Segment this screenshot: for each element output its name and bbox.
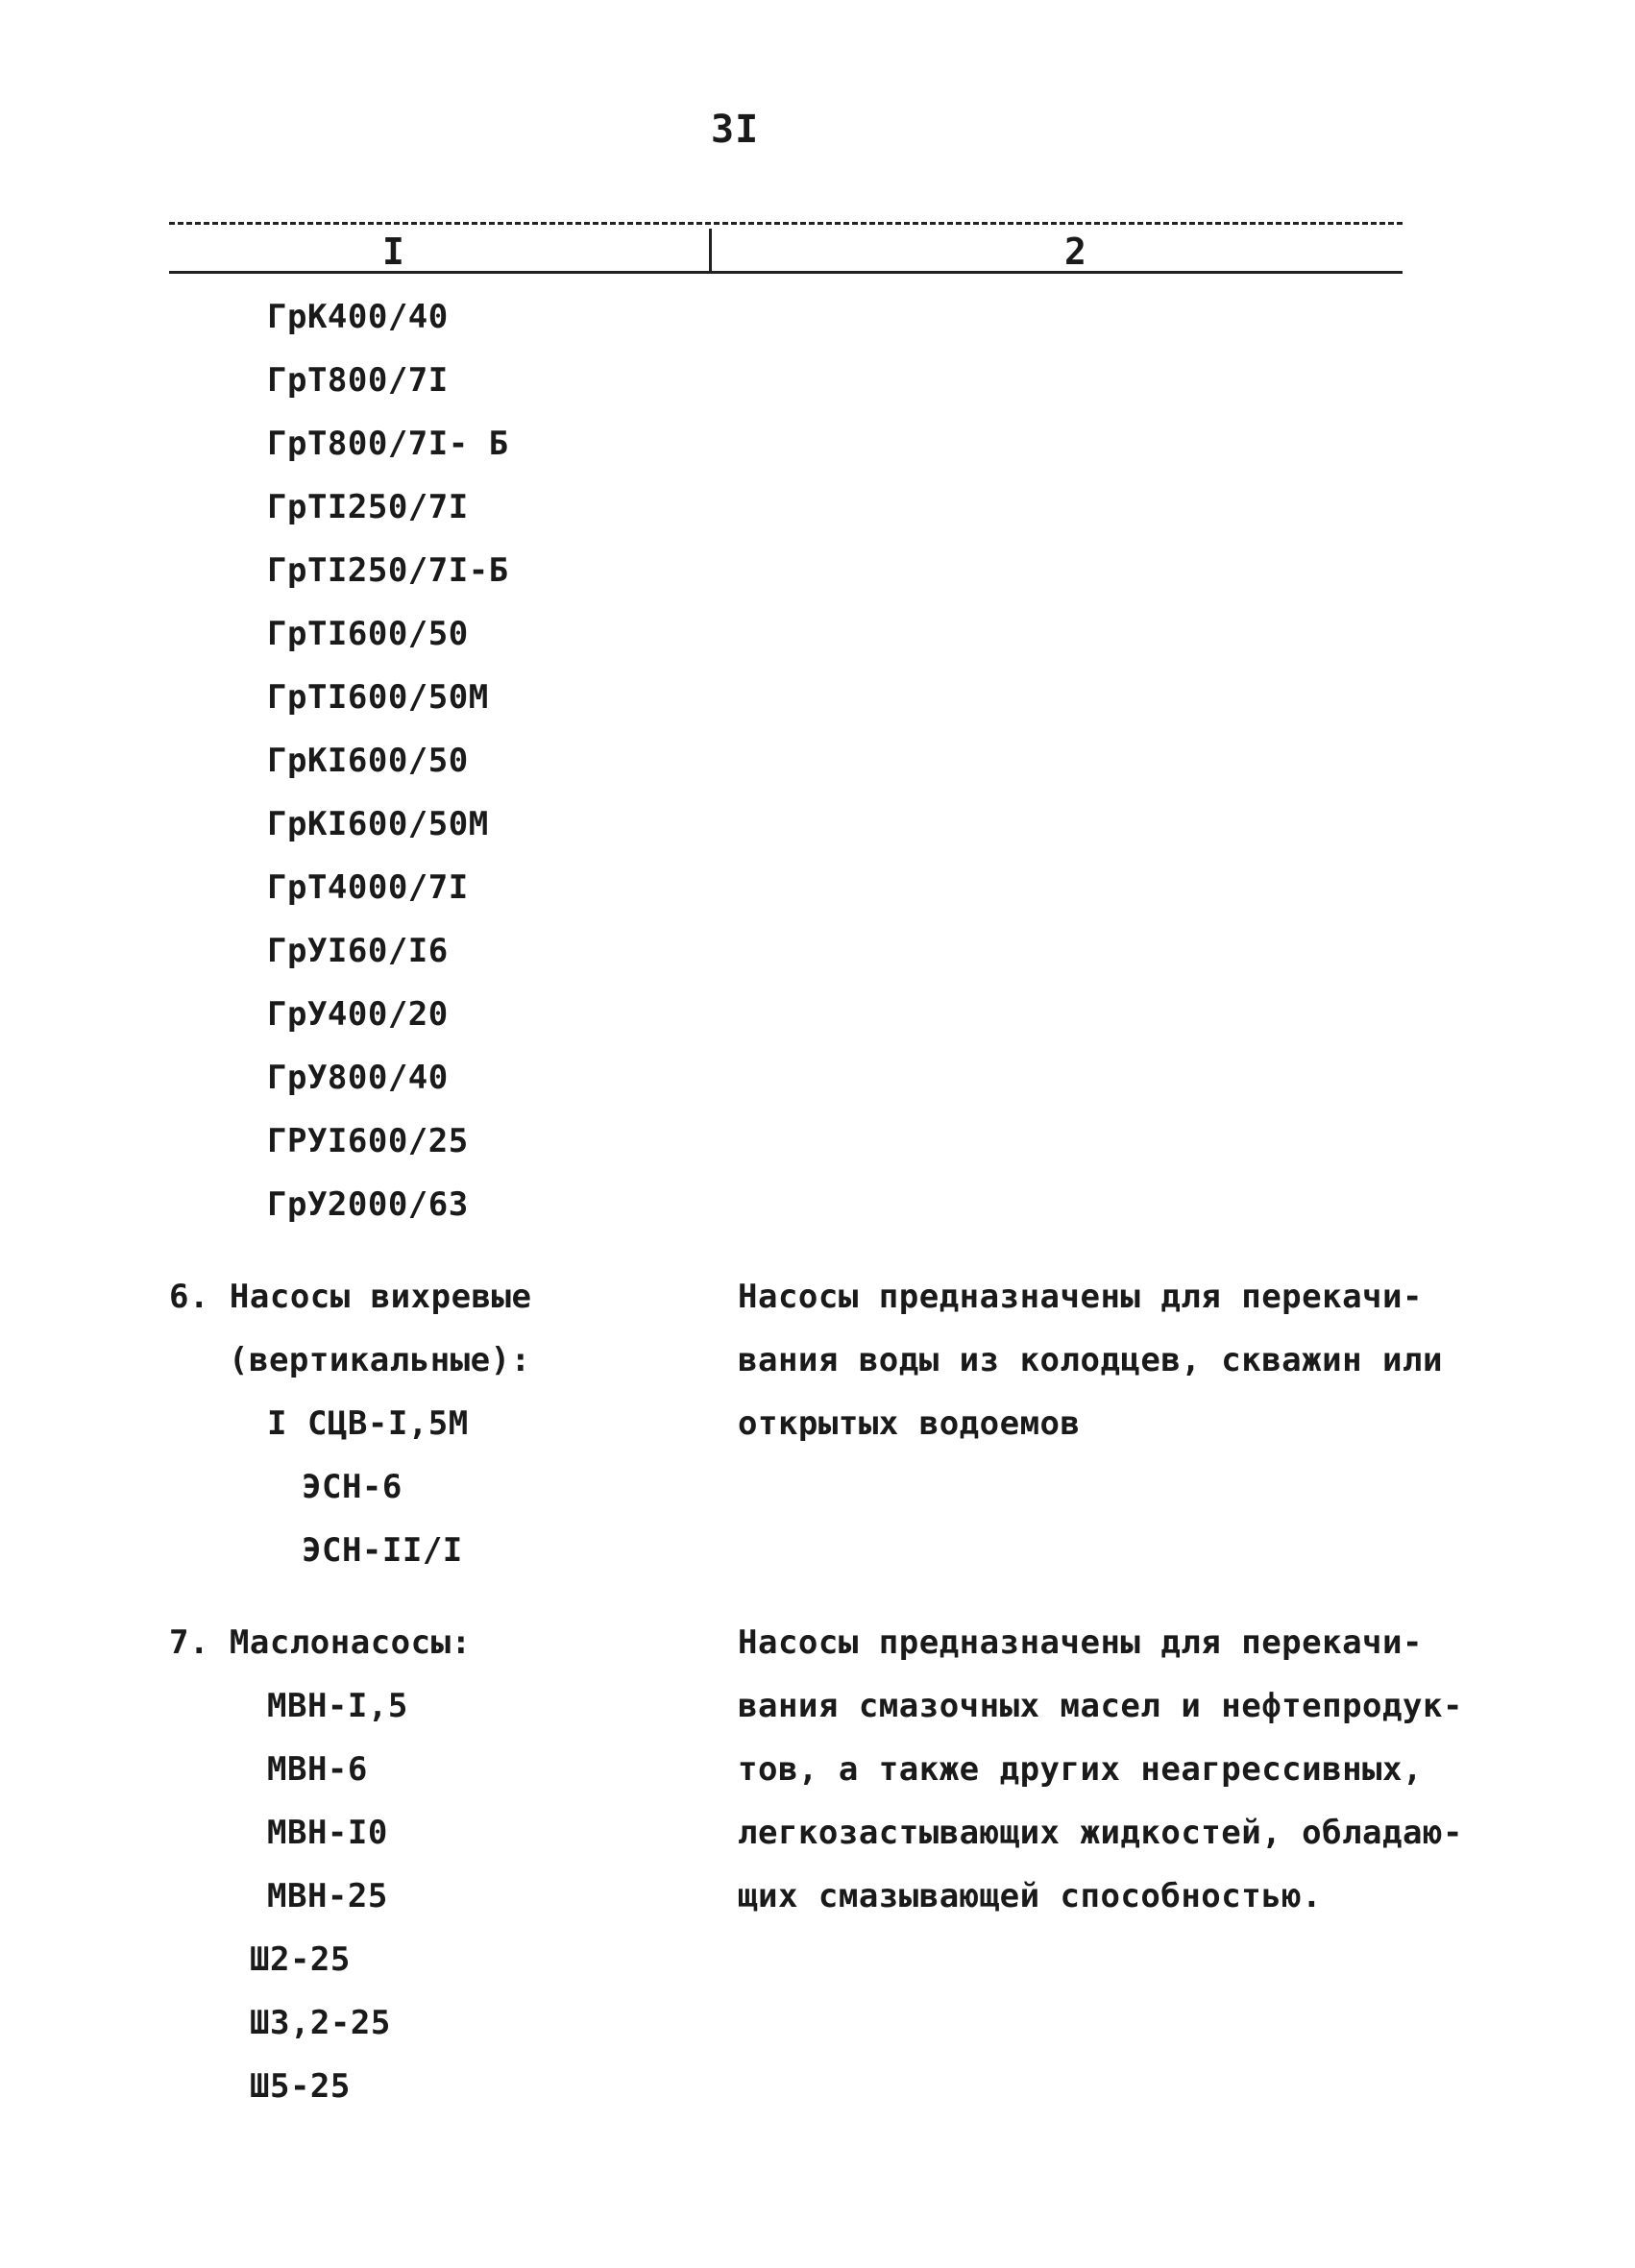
list-item: Ш5-25: [250, 2067, 351, 2106]
list-item: ГрУ2000/63: [267, 1185, 469, 1224]
list-item: ГрТ4000/7I: [267, 868, 469, 907]
list-item: ГрТ800/7I- Б: [267, 425, 509, 463]
list-item: Ш3,2-25: [250, 2004, 391, 2042]
section-7-description-line: тов, а также других неагрессивных,: [738, 1750, 1423, 1789]
list-item: ГрКI600/50М: [267, 805, 489, 843]
table-top-rule: [169, 222, 1403, 225]
list-item: ГрТI250/7I-Б: [267, 551, 509, 590]
section-7-title: 7. Маслонасосы:: [169, 1623, 472, 1662]
list-item: МВН-I0: [267, 1814, 388, 1852]
list-item: Ш2-25: [250, 1940, 351, 1979]
column-separator-mark: [709, 229, 712, 271]
section-6-description-line: вания воды из колодцев, скважин или: [738, 1341, 1443, 1379]
list-item: ГрУ800/40: [267, 1059, 449, 1097]
list-item: МВН-25: [267, 1877, 388, 1915]
list-item: ГрКI600/50: [267, 742, 469, 780]
list-item: ГрТI600/50: [267, 615, 469, 653]
table-header-rule: [169, 271, 1403, 274]
list-item: ГРУI600/25: [267, 1122, 469, 1160]
section-7-description-line: вания смазочных масел и нефтепродук-: [738, 1687, 1463, 1725]
list-item: ЭСН-6: [302, 1468, 403, 1506]
list-item: МВН-6: [267, 1750, 368, 1789]
section-6-description-line: открытых водоемов: [738, 1404, 1081, 1443]
list-item: ГрТI250/7I: [267, 488, 469, 526]
section-7-description-line: легкозастывающих жидкостей, обладаю-: [738, 1814, 1463, 1852]
section-6-subtitle: (вертикальные):: [229, 1341, 531, 1379]
page-number: 3I: [711, 108, 760, 152]
list-item: I СЦВ-I,5М: [267, 1404, 469, 1443]
list-item: МВН-I,5: [267, 1687, 408, 1725]
list-item: ГрУI60/I6: [267, 932, 449, 970]
list-item: ГрК400/40: [267, 298, 449, 336]
section-7-description-line: Насосы предназначены для перекачи-: [738, 1623, 1423, 1662]
section-7-description-line: щих смазывающей способностью.: [738, 1877, 1323, 1915]
section-6-title: 6. Насосы вихревые: [169, 1278, 532, 1316]
column-header-1: I: [382, 231, 404, 273]
list-item: ГрТI600/50М: [267, 678, 489, 717]
list-item: ГрУ400/20: [267, 995, 449, 1034]
list-item: ЭСН-II/I: [302, 1531, 463, 1570]
column-header-2: 2: [1064, 231, 1086, 273]
list-item: ГрТ800/7I: [267, 361, 449, 400]
section-6-description-line: Насосы предназначены для перекачи-: [738, 1278, 1423, 1316]
